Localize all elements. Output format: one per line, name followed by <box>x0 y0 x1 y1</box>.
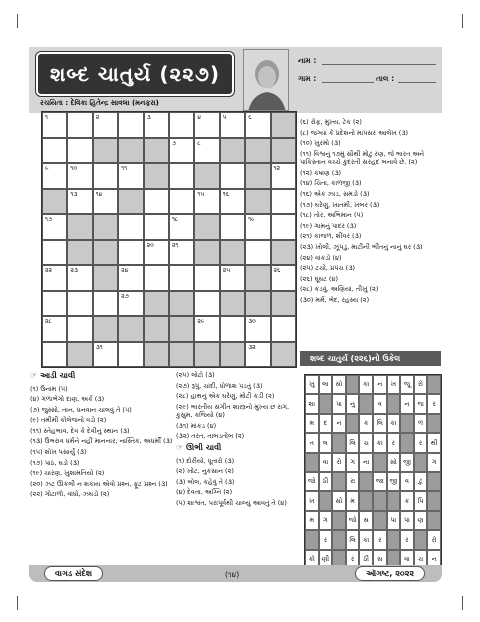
grid-cell[interactable] <box>220 163 245 189</box>
grid-cell[interactable] <box>42 342 67 368</box>
clue-item: (૧૬) એક ઝાડ, સમડો (૩) <box>300 190 370 199</box>
puzzle-title: શબ્દ ચાતુર્ય (૨૨૭) <box>36 52 234 96</box>
solution-block <box>400 414 414 433</box>
grid-block <box>194 163 219 189</box>
solution-block <box>346 375 360 394</box>
solution-cell: ખ <box>387 375 401 394</box>
solution-cell: વા <box>319 453 333 472</box>
grid-block <box>245 138 270 164</box>
solution-block <box>332 530 346 549</box>
clue-item: (૧૨) કષાણ (૩) <box>300 168 342 177</box>
solution-cell: લા <box>319 375 333 394</box>
footer-magazine: વાગડ સંદેશ <box>44 566 103 581</box>
grid-block <box>220 291 245 317</box>
solution-cell: ચ <box>359 433 373 452</box>
grid-cell[interactable] <box>42 316 67 342</box>
cell-number: ૨૯ <box>197 318 205 325</box>
grid-cell[interactable] <box>194 291 219 317</box>
solution-cell: ર <box>387 433 401 452</box>
grid-block <box>67 342 92 368</box>
grid-block <box>245 189 270 215</box>
cell-number: ૧૨ <box>273 165 280 172</box>
cell-number: ૭ <box>171 139 177 147</box>
cell-number: ૧૪ <box>95 190 103 198</box>
grid-cell[interactable] <box>67 189 92 215</box>
grid-cell[interactable] <box>42 291 67 317</box>
solution-cell: ખ <box>305 491 319 510</box>
grid-block <box>220 138 245 164</box>
grid-cell[interactable] <box>245 214 270 240</box>
grid-cell[interactable] <box>42 240 67 266</box>
solution-cell: સ <box>359 511 373 530</box>
grid-cell[interactable] <box>118 291 143 317</box>
cell-number: ૨૮ <box>45 318 52 325</box>
across-heading: ☞ આડી ચાવી <box>30 371 76 380</box>
solution-cell: ર <box>319 530 333 549</box>
solution-cell: ક <box>400 491 414 510</box>
solution-cell: પા <box>332 394 346 413</box>
grid-cell[interactable] <box>169 163 194 189</box>
solution-cell: ન <box>332 414 346 433</box>
clue-item: (૧૧) સ્તેહભાવ, દેવ કે દેવીનું સ્થાન (૩) <box>30 426 130 435</box>
village-label: ગામ : <box>298 74 317 83</box>
grid-cell[interactable] <box>194 112 219 138</box>
solution-cell: ણી <box>319 550 333 569</box>
clue-item: (૧૫) શોખ પસાર્યું (૩) <box>30 448 87 457</box>
clue-item: (૩૧) માંકડ (૪) <box>176 421 217 430</box>
taluka-label: તાલ : <box>376 74 395 83</box>
grid-cell[interactable] <box>169 138 194 164</box>
clue-item: (૧૯) ગામનું પાદર (૩) <box>300 221 357 230</box>
grid-cell[interactable] <box>245 240 270 266</box>
solution-cell: ર <box>400 530 414 549</box>
solution-cell: રો <box>332 453 346 472</box>
clue-item: (૫) શાશ્વત, પરાપૂર્વથી ચાલ્યું આવતું તે (૪) <box>176 498 287 507</box>
author-photo <box>243 49 289 111</box>
solution-cell: ગ <box>346 453 360 472</box>
clue-item: (૧૭) ઘરેણું, ખાતમી, ખબર (૩) <box>300 200 380 209</box>
grid-cell[interactable] <box>144 189 169 215</box>
cell-number: ૮ <box>197 139 201 147</box>
solution-block <box>305 530 319 549</box>
solution-cell: રા <box>346 472 360 491</box>
grid-block <box>67 214 92 240</box>
grid-cell[interactable] <box>245 112 270 138</box>
crossword-grid <box>41 111 297 368</box>
clue-item: (૨) ખોટ, નુકસાન (૨) <box>176 467 234 476</box>
solution-cell: પા <box>387 511 401 530</box>
solution-cell: રો <box>427 530 441 549</box>
grid-block <box>271 112 296 138</box>
solution-block <box>359 394 373 413</box>
solution-block <box>414 530 428 549</box>
grid-block <box>93 265 118 291</box>
solution-cell: જી <box>400 453 414 472</box>
cell-number: ૨૦ <box>146 241 154 249</box>
grid-block <box>194 240 219 266</box>
grid-cell[interactable] <box>93 112 118 138</box>
grid-block <box>194 214 219 240</box>
grid-block <box>194 342 219 368</box>
solution-block <box>359 491 373 510</box>
grid-block <box>118 189 143 215</box>
grid-cell[interactable] <box>169 214 194 240</box>
solution-block <box>387 530 401 549</box>
solution-cell: પા <box>400 511 414 530</box>
solution-block <box>427 491 441 510</box>
solution-cell: કા <box>359 375 373 394</box>
clue-item: (૧૧) વિશ્વનું ૧૭મું સૌથી મોટું રણ, જે ભારત અને પાકિસ્તાન વચ્ચે કુદરતી સરહદ બનાવે છે. (૨) <box>300 149 425 167</box>
clue-item: (૨૨) ગોટાળો, વાંધો, ઝઘડો (૨) <box>30 490 110 499</box>
grid-cell[interactable] <box>42 265 67 291</box>
solution-cell: લ <box>319 433 333 452</box>
grid-block <box>220 240 245 266</box>
solution-block <box>373 453 387 472</box>
grid-block <box>169 342 194 368</box>
grid-block <box>169 291 194 317</box>
solution-cell: સો <box>387 453 401 472</box>
cell-number: ૩૧ <box>95 343 103 351</box>
solution-block <box>414 453 428 472</box>
crop-mark <box>462 596 463 610</box>
clue-item: (૨૭) રૂપું, ચાંદી, ધોળાશ પડતું (૩) <box>176 381 263 390</box>
grid-cell[interactable] <box>169 265 194 291</box>
solution-block <box>319 394 333 413</box>
grid-cell[interactable] <box>93 291 118 317</box>
solution-cell: જો <box>305 472 319 491</box>
grid-block <box>67 240 92 266</box>
solution-cell: કા <box>373 433 387 452</box>
solution-cell: ન <box>427 550 441 569</box>
solution-cell: લિ <box>346 530 360 549</box>
grid-cell[interactable] <box>67 138 92 164</box>
solution-cell: મ <box>346 491 360 510</box>
solution-block <box>373 511 387 530</box>
solution-cell: નું <box>346 394 360 413</box>
clue-item: (૬) રોફ, મુખ્ય, ટેક (૨) <box>300 118 362 126</box>
clue-item: (૧૩) ઉભરાવ ધર્મને નહીં માનનાર, નાસ્તિક, અધર્મી (૩) <box>30 437 173 446</box>
solution-cell: કા <box>387 414 401 433</box>
solution-cell: ળ <box>414 414 428 433</box>
clue-item: (૨૩) ખોલી, ઝૂંપડું, માટીની ભીંતનું નાનું ઘર (૩) <box>300 242 423 251</box>
cell-number: ૨૪ <box>121 267 129 274</box>
grid-cell[interactable] <box>220 214 245 240</box>
solution-cell: ર <box>427 394 441 413</box>
grid-cell[interactable] <box>220 189 245 215</box>
clue-item: (૪) દેવતા, અગ્નિ (૨) <box>176 488 233 497</box>
solution-cell: ગ <box>319 511 333 530</box>
grid-block <box>245 291 270 317</box>
grid-cell[interactable] <box>118 265 143 291</box>
clue-item: (૧) દોરીયો, ધૂતારો (૩) <box>176 456 235 465</box>
grid-cell[interactable] <box>93 163 118 189</box>
grid-block <box>93 240 118 266</box>
solution-cell: ગ <box>427 453 441 472</box>
grid-block <box>118 138 143 164</box>
grid-block <box>93 316 118 342</box>
grid-block <box>271 240 296 266</box>
taluka-line[interactable] <box>398 82 436 83</box>
clue-item: (૮) જગ્યા કે પ્રદેશનો માપસર આલેખ (૩) <box>300 128 409 137</box>
grid-block <box>144 138 169 164</box>
grid-cell[interactable] <box>271 189 296 215</box>
clue-item: (૨૫) લોટો (૩) <box>176 371 215 379</box>
solution-block <box>332 472 346 491</box>
village-line[interactable] <box>322 82 374 83</box>
grid-cell[interactable] <box>220 316 245 342</box>
clue-item: (૯) તમીમી કોલેજનો વડો (૨) <box>30 416 107 425</box>
cell-number: ૬ <box>248 114 252 121</box>
solution-cell: જી <box>387 472 401 491</box>
grid-cell[interactable] <box>93 189 118 215</box>
grid-cell[interactable] <box>67 265 92 291</box>
cell-number: ૨૩ <box>70 267 78 274</box>
grid-block <box>144 163 169 189</box>
cell-number: ૩ <box>146 114 151 121</box>
solution-cell: મ <box>305 414 319 433</box>
name-label: નામ : <box>298 56 317 65</box>
solution-cell: ર <box>346 550 360 569</box>
clue-item: (૪) ગળાભેગો દાણ, અર્ક (૩) <box>30 395 105 404</box>
grid-block <box>93 214 118 240</box>
grid-cell[interactable] <box>118 214 143 240</box>
solution-block <box>305 453 319 472</box>
down-clues <box>300 118 442 306</box>
cell-number: ૧૦ <box>70 165 77 172</box>
name-line[interactable] <box>322 64 436 65</box>
solution-block <box>400 433 414 452</box>
clue-item: (૧૪) ચિંતા, કાળજી (૩) <box>300 179 362 188</box>
solution-cell: ત <box>305 433 319 452</box>
solution-block <box>319 491 333 510</box>
cell-number: ૧૯ <box>248 216 255 223</box>
cell-number: ૨૨ <box>45 267 53 274</box>
solution-cell: ચ <box>414 550 428 569</box>
grid-cell[interactable] <box>67 163 92 189</box>
cell-number: ૧ <box>45 114 48 121</box>
solution-block <box>332 433 346 452</box>
solution-cell: જૂ <box>400 375 414 394</box>
grid-cell[interactable] <box>118 240 143 266</box>
grid-cell[interactable] <box>245 316 270 342</box>
clue-item: (૩) બોલ, કહેવું તે (૩) <box>176 477 235 486</box>
grid-block <box>271 342 296 368</box>
clue-item: (૨૦) ઝટ ઊકલી ન શકાય એવો પ્રશ્ન, ફૂટ પ્રશ્ન (૩) <box>30 479 168 488</box>
cell-number: ૩૨ <box>248 343 256 351</box>
grid-block <box>271 291 296 317</box>
page-number: (૧૪) <box>225 570 240 579</box>
crop-mark <box>462 14 463 28</box>
grid-block <box>42 189 67 215</box>
clue-item: (૭) જુસ્સો, તાન, ધનવાન ચાલવું તે (૫) <box>30 405 132 414</box>
author-credit: રચયિતા : દેવિકા હિતેન્દ્ર સાવલા (મનફરા) <box>40 99 159 107</box>
solution-block <box>359 472 373 491</box>
grid-block <box>220 342 245 368</box>
solution-cell: લિ <box>346 433 360 452</box>
grid-cell[interactable] <box>67 112 92 138</box>
solution-cell: ન <box>400 394 414 413</box>
clue-item: (૩૨) તરત, તાબડતોબ (૨) <box>176 432 245 441</box>
grid-cell[interactable] <box>144 240 169 266</box>
solution-cell: લિ <box>373 414 387 433</box>
cell-number: ૪ <box>197 114 202 121</box>
grid-block <box>271 138 296 164</box>
cell-number: ૨ <box>95 114 100 121</box>
clue-item: (૧૦) ખુરમો (૩) <box>300 139 341 148</box>
solution-cell: કો <box>305 550 319 569</box>
solution-cell: ર <box>414 433 428 452</box>
cell-number: ૨૬ <box>273 267 281 274</box>
grid-cell[interactable] <box>271 214 296 240</box>
crop-mark <box>17 596 18 610</box>
solution-cell: કા <box>359 530 373 549</box>
grid-block <box>144 316 169 342</box>
clue-item: (૩૦) મર્મ, ભેદ, રહસ્ય (૨) <box>300 295 370 304</box>
grid-cell[interactable] <box>144 112 169 138</box>
solution-cell: વ <box>373 394 387 413</box>
cell-number: ૧૫ <box>197 190 205 198</box>
clue-item: (૨૪) વાંકડો (૪) <box>300 253 342 262</box>
solution-block <box>427 375 441 394</box>
solution-cell: ના <box>359 453 373 472</box>
clue-item: (૨૯) ભારતીય સંગીત શાસ્ત્રનો મુખ્ય છ રાગ, કુસુમ, કજિયો (૪) <box>176 402 290 420</box>
middle-clues <box>176 371 298 509</box>
cell-number: ૧૬ <box>222 190 230 198</box>
solution-title: શબ્દ ચાતુર્ય (૨૨૬)નો ઉકેલ <box>300 351 441 366</box>
solution-cell: જ <box>414 394 428 413</box>
cell-number: ૨૧ <box>171 241 179 249</box>
clue-item: (૧૯) ચારણ, ખુશામતિયો (૨) <box>30 469 105 478</box>
solution-block <box>387 394 401 413</box>
solution-cell: ઠી <box>319 472 333 491</box>
solution-cell: સો <box>332 491 346 510</box>
clue-item: (૨૮) કડવું, અણિયાં, તીખું (૨) <box>300 285 379 294</box>
grid-cell[interactable] <box>271 316 296 342</box>
grid-cell[interactable] <box>271 265 296 291</box>
solution-cell: જો <box>346 511 360 530</box>
solution-cell: થી <box>427 433 441 452</box>
grid-cell[interactable] <box>42 214 67 240</box>
grid-cell[interactable] <box>169 240 194 266</box>
cell-number: ૨૭ <box>121 292 129 300</box>
solution-grid <box>304 374 442 570</box>
solution-cell: ટું <box>414 472 428 491</box>
grid-block <box>245 265 270 291</box>
solution-cell: ક <box>359 414 373 433</box>
grid-cell[interactable] <box>194 138 219 164</box>
grid-cell[interactable] <box>42 138 67 164</box>
grid-cell[interactable] <box>169 189 194 215</box>
cell-number: ૫ <box>222 114 227 121</box>
clue-item: (૧૭) પાઠ, ઘડો (૩) <box>30 458 80 467</box>
footer-date: ઑગષ્ટ, ૨૦૨૨ <box>355 566 425 581</box>
grid-cell[interactable] <box>42 163 67 189</box>
solution-cell: સ <box>373 550 387 569</box>
grid-cell[interactable] <box>93 342 118 368</box>
grid-cell[interactable] <box>169 112 194 138</box>
down-heading: ☞ ઊભી ચાવી <box>176 443 222 453</box>
grid-cell[interactable] <box>194 265 219 291</box>
grid-cell[interactable] <box>118 163 143 189</box>
solution-cell: ઠી <box>359 550 373 569</box>
clue-item: (૨૫) ટચો, પ્રપંચ (૩) <box>300 264 356 273</box>
solution-cell: ખુ <box>305 375 319 394</box>
solution-block <box>387 491 401 510</box>
solution-cell: રો <box>414 375 428 394</box>
cell-number: ૧૮ <box>171 216 179 223</box>
cell-number: ૧૧ <box>121 165 128 172</box>
grid-block <box>245 163 270 189</box>
solution-block <box>332 511 346 530</box>
grid-cell[interactable] <box>144 265 169 291</box>
clue-item: (૨૬) ઘૂંઘટ (૪) <box>300 274 339 283</box>
solution-block <box>427 414 441 433</box>
grid-cell[interactable] <box>118 342 143 368</box>
solution-cell: વા <box>400 550 414 569</box>
crop-mark <box>17 14 18 28</box>
clue-item: (૧) ઉનામ (૫) <box>30 384 68 393</box>
grid-cell[interactable] <box>194 189 219 215</box>
grid-cell[interactable] <box>271 163 296 189</box>
grid-cell[interactable] <box>245 342 270 368</box>
cell-number: ૧૭ <box>45 216 53 223</box>
grid-cell[interactable] <box>220 265 245 291</box>
solution-cell: સો <box>332 375 346 394</box>
solution-block <box>427 472 441 491</box>
cell-number: ૧૩ <box>70 190 78 198</box>
grid-cell[interactable] <box>144 214 169 240</box>
solution-cell: વ <box>400 472 414 491</box>
solution-cell: મ <box>305 511 319 530</box>
solution-cell: જા <box>373 472 387 491</box>
cell-number: ૩૦ <box>248 318 256 325</box>
solution-cell: પિ <box>414 491 428 510</box>
grid-block <box>93 138 118 164</box>
solution-cell: દ <box>319 414 333 433</box>
solution-cell: ર <box>373 530 387 549</box>
across-clues <box>30 369 190 501</box>
clue-item: (૧૮) તોર, અભિમાન (૫) <box>300 211 364 220</box>
grid-block <box>144 342 169 368</box>
clue-item: (૨૧) કાજળ, શીંવર (૩) <box>300 232 362 241</box>
grid-block <box>144 291 169 317</box>
solution-cell: શા <box>305 394 319 413</box>
solution-cell: ન <box>373 375 387 394</box>
grid-block <box>118 316 143 342</box>
grid-cell[interactable] <box>118 112 143 138</box>
cell-number: ૯ <box>45 165 49 172</box>
clue-item: (૨૮) હાથનું એક ઘરેણું, મોટી કડી (૨) <box>176 392 275 401</box>
grid-cell[interactable] <box>67 291 92 317</box>
solution-block <box>427 511 441 530</box>
grid-cell[interactable] <box>42 112 67 138</box>
grid-cell[interactable] <box>194 316 219 342</box>
grid-cell[interactable] <box>220 112 245 138</box>
solution-cell: ણ <box>414 511 428 530</box>
cell-number: ૨૫ <box>222 267 231 274</box>
solution-block <box>373 491 387 510</box>
grid-block <box>169 316 194 342</box>
solution-block <box>346 414 360 433</box>
grid-cell[interactable] <box>67 316 92 342</box>
